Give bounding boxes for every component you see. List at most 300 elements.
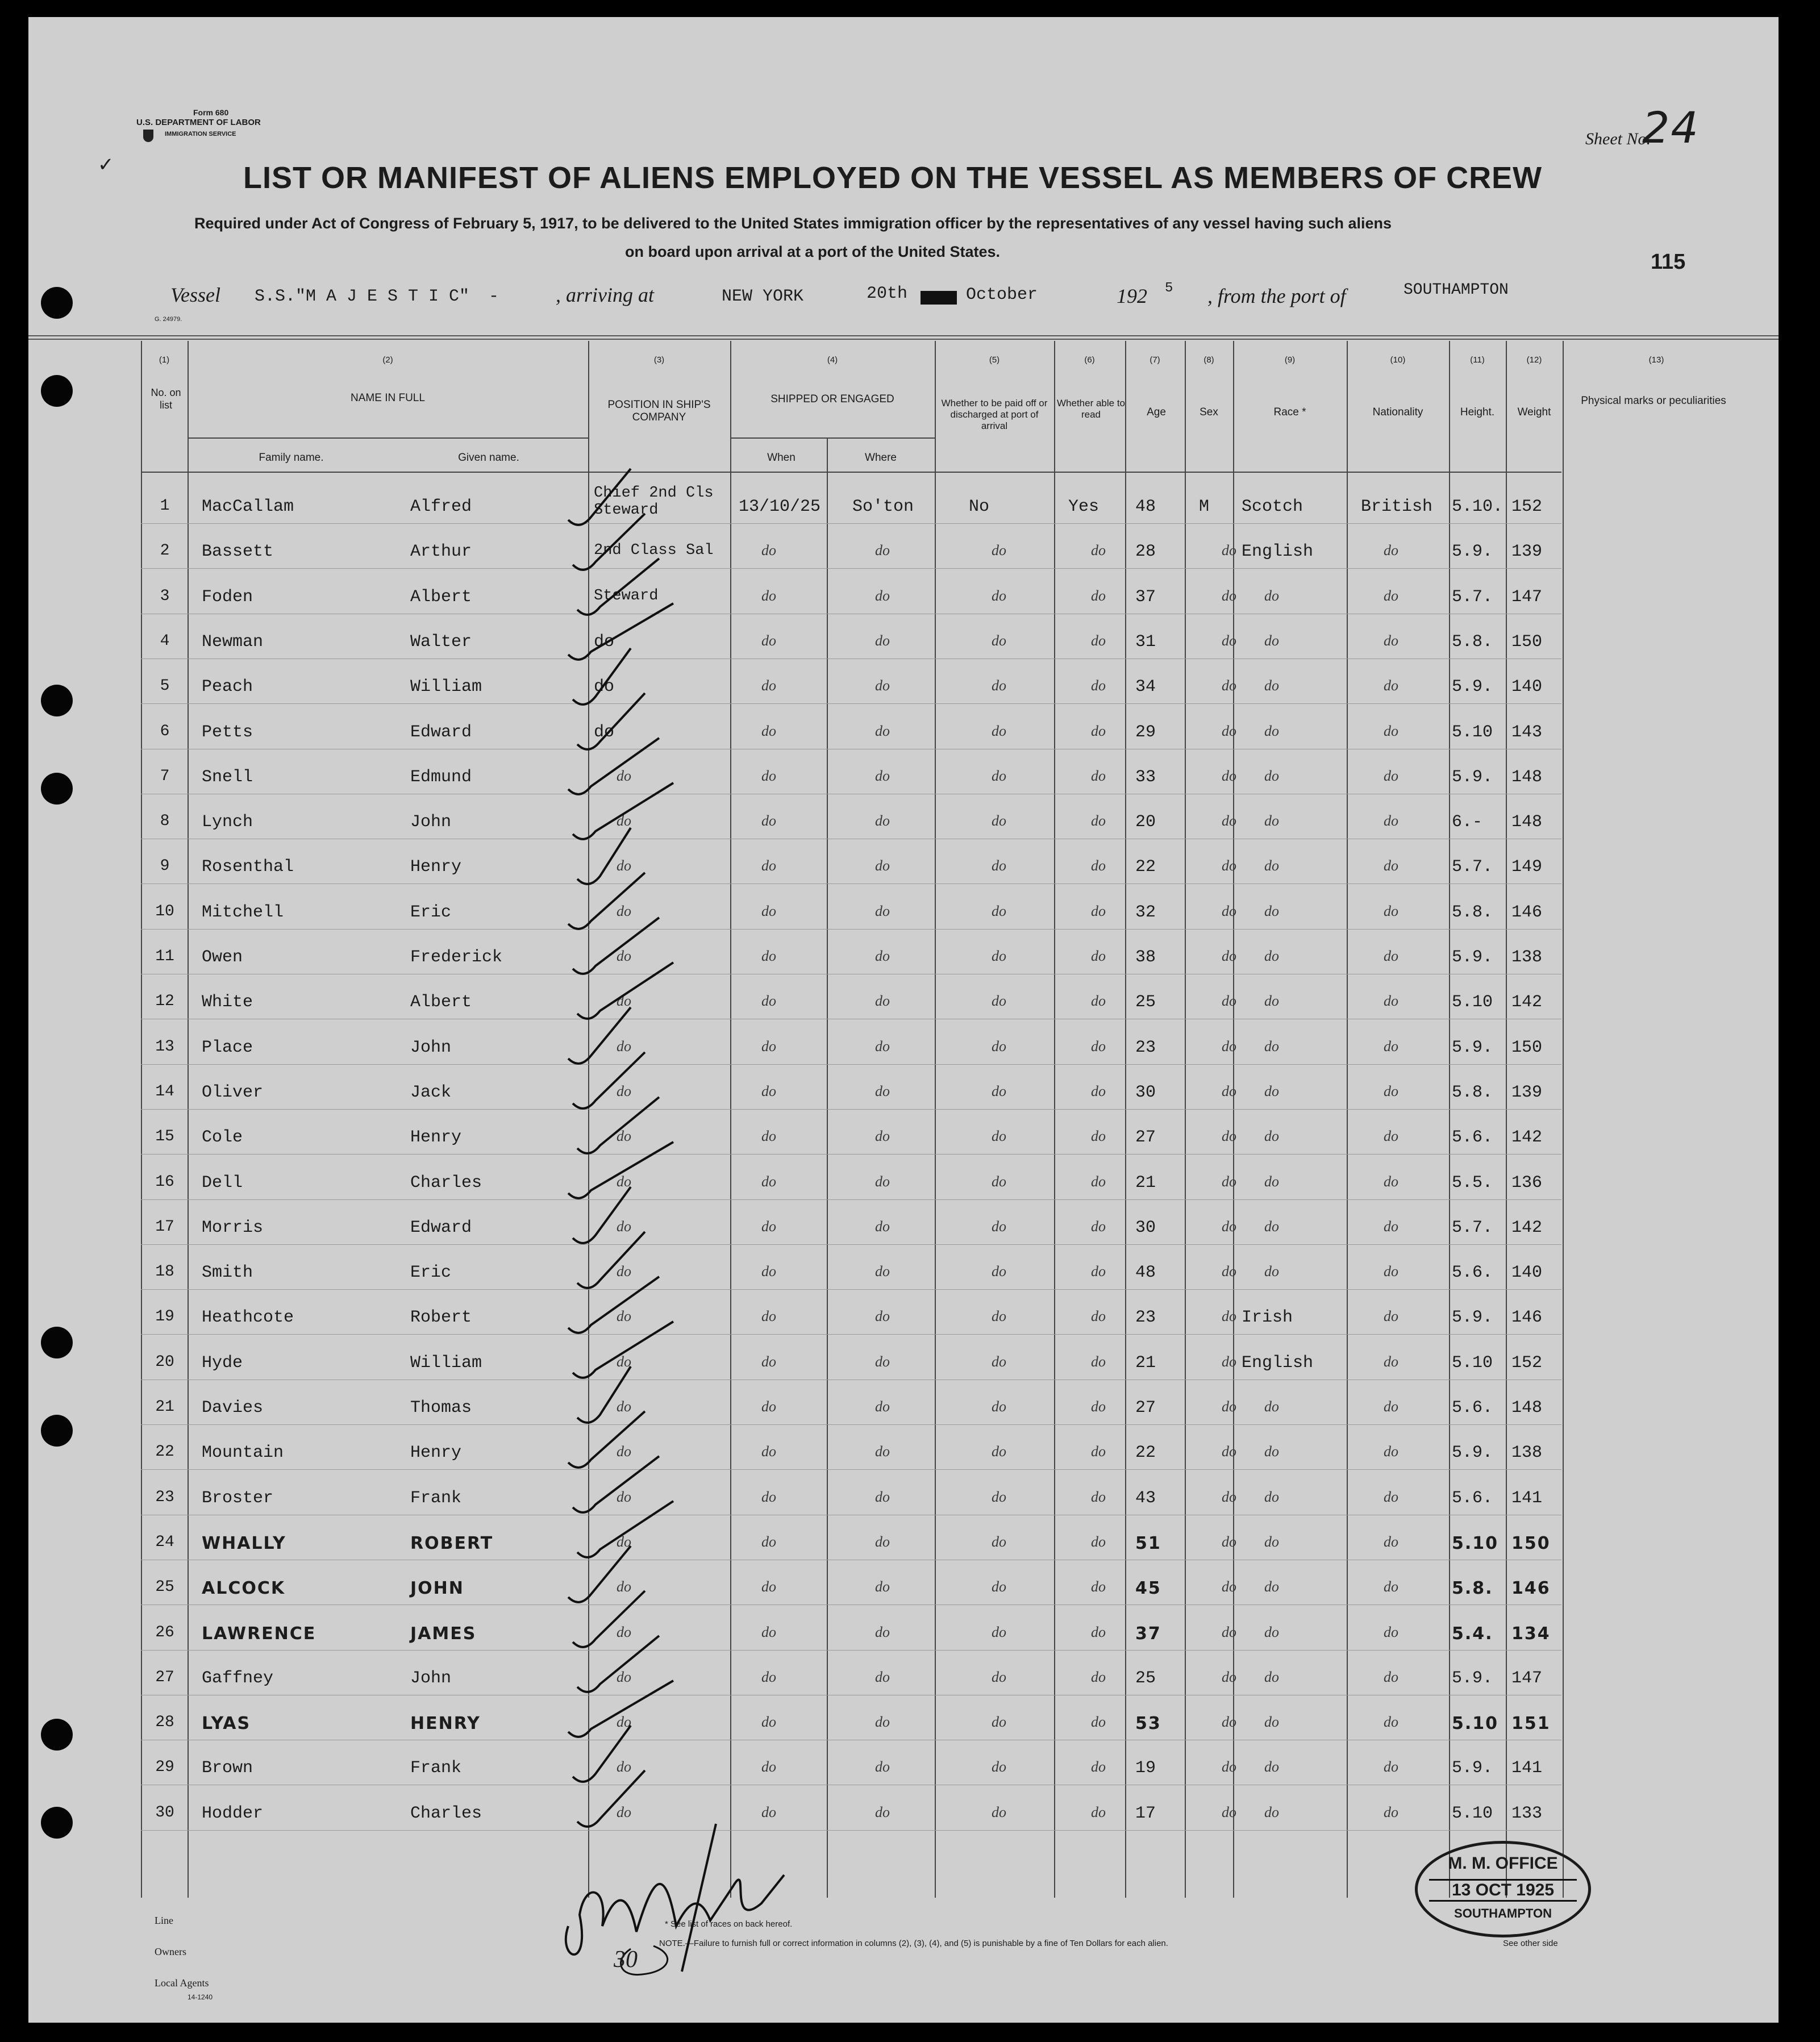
sex-cell: do: [1222, 812, 1236, 829]
stamp-location: SOUTHAMPTON: [1454, 1906, 1552, 1920]
sex-cell: do: [1222, 723, 1236, 739]
sex-cell: do: [1222, 1533, 1236, 1550]
family-name-cell: Heathcote: [202, 1308, 294, 1327]
given-name-cell: HENRY: [410, 1714, 481, 1733]
able-to-read-cell: do: [1091, 1398, 1106, 1415]
shipped-where-cell: do: [875, 1218, 890, 1235]
paid-off-cell: do: [992, 1443, 1006, 1460]
nationality-cell: do: [1384, 1669, 1398, 1685]
position-cell: 2nd Class Sal: [594, 542, 714, 559]
row-number: 7: [160, 768, 170, 785]
form-code: 14-1240: [188, 1993, 213, 2001]
row-number: 9: [160, 857, 170, 875]
height-cell: 5.8.: [1452, 903, 1493, 922]
page-number: 115: [1651, 250, 1686, 274]
age-cell: 34: [1135, 677, 1156, 697]
nationality-cell: do: [1384, 1533, 1398, 1550]
column-number: (12): [1526, 355, 1542, 365]
height-cell: 5.9.: [1452, 1758, 1493, 1778]
paid-off-cell: do: [992, 1669, 1006, 1685]
sex-cell: do: [1222, 1398, 1236, 1415]
nationality-cell: do: [1384, 1443, 1398, 1460]
race-cell: do: [1264, 857, 1279, 874]
total-count: 30: [614, 1947, 638, 1973]
owners-label: Owners: [155, 1946, 186, 1957]
nationality-cell: do: [1384, 857, 1398, 874]
column-number: (9): [1284, 355, 1296, 365]
age-cell: 32: [1135, 903, 1156, 922]
height-cell: 5.9.: [1452, 768, 1493, 787]
shipped-where-cell: do: [875, 1263, 890, 1280]
column-number: (6): [1084, 355, 1095, 365]
height-cell: 6.-: [1452, 812, 1483, 832]
nationality-cell: do: [1384, 1263, 1398, 1280]
row-number: 5: [160, 677, 170, 695]
shipped-when-cell: do: [761, 1308, 776, 1324]
punch-hole: [41, 1719, 73, 1751]
position-cell: do: [617, 1489, 631, 1505]
weight-cell: 136: [1511, 1173, 1543, 1193]
column-number: (10): [1390, 355, 1406, 365]
able-to-read-cell: do: [1091, 1353, 1106, 1370]
able-to-read-cell: do: [1091, 1038, 1106, 1055]
service-name: IMMIGRATION SERVICE: [165, 131, 236, 137]
paid-off-cell: do: [992, 1714, 1006, 1730]
shipped-when-cell: do: [761, 1443, 776, 1460]
age-cell: 30: [1135, 1218, 1156, 1237]
age-cell: 48: [1135, 1263, 1156, 1282]
weight-cell: 150: [1511, 632, 1543, 652]
col-height: Height.: [1460, 406, 1495, 418]
department-name: U.S. DEPARTMENT OF LABOR: [136, 118, 261, 127]
shipped-when-cell: do: [761, 1804, 776, 1820]
age-cell: 37: [1135, 587, 1156, 607]
able-to-read-cell: do: [1091, 1263, 1106, 1280]
family-name-cell: MacCallam: [202, 497, 294, 516]
nationality-cell: do: [1384, 1489, 1398, 1505]
sex-cell: do: [1222, 857, 1236, 874]
races-footnote: * See list of races on back hereof.: [665, 1919, 793, 1929]
column-number: (2): [382, 355, 393, 365]
weight-cell: 138: [1511, 948, 1543, 967]
position-cell: do: [617, 1533, 631, 1550]
sheet-label: Sheet No.: [1585, 130, 1651, 148]
race-cell: do: [1264, 948, 1279, 964]
col-age: Age: [1147, 406, 1166, 418]
position-cell: do: [617, 1218, 631, 1235]
col-race: Race *: [1273, 406, 1306, 418]
given-name-cell: ROBERT: [410, 1533, 494, 1553]
height-cell: 5.6.: [1452, 1489, 1493, 1508]
check-slash: [573, 1052, 645, 1108]
family-name-cell: Bassett: [202, 542, 274, 561]
family-name-cell: Mountain: [202, 1443, 284, 1462]
column-number: (8): [1203, 355, 1214, 365]
weight-cell: 134: [1511, 1624, 1551, 1644]
col-weight: Weight: [1517, 406, 1551, 418]
race-cell: Irish: [1242, 1308, 1293, 1327]
age-cell: 45: [1135, 1578, 1161, 1598]
col-sex: Sex: [1200, 406, 1218, 418]
shipped-when-cell: do: [761, 1038, 776, 1055]
age-cell: 48: [1135, 497, 1156, 516]
paid-off-cell: do: [992, 1398, 1006, 1415]
column-rule: [1125, 341, 1126, 1898]
row-number: 17: [155, 1218, 174, 1236]
column-number: (1): [159, 355, 170, 365]
able-to-read-cell: do: [1091, 1083, 1106, 1099]
family-name-cell: Cole: [202, 1128, 243, 1147]
check-slash: [577, 1232, 645, 1288]
family-name-cell: Morris: [202, 1218, 264, 1237]
check-slash: [568, 469, 631, 525]
row-number: 26: [155, 1624, 174, 1641]
given-name-cell: Frederick: [410, 948, 503, 967]
subtitle-line-1: Required under Act of Congress of February 5, 1917, to be delivered to the United States immigration officer by the representatives of any vessel having such aliens: [194, 215, 1392, 232]
race-cell: do: [1264, 1714, 1279, 1730]
able-to-read-cell: do: [1091, 768, 1106, 784]
able-to-read-cell: do: [1091, 587, 1106, 604]
weight-cell: 146: [1511, 1308, 1543, 1327]
nationality-cell: do: [1384, 768, 1398, 784]
nationality-cell: do: [1384, 723, 1398, 739]
row-number: 20: [155, 1353, 174, 1371]
paid-off-cell: do: [992, 723, 1006, 739]
height-cell: 5.4.: [1452, 1624, 1493, 1644]
departure-port: SOUTHAMPTON: [1403, 281, 1509, 299]
weight-cell: 148: [1511, 812, 1543, 832]
given-name-cell: Edward: [410, 723, 472, 742]
race-cell: do: [1264, 1083, 1279, 1099]
family-name-cell: Brown: [202, 1758, 253, 1778]
family-name-cell: Oliver: [202, 1083, 264, 1102]
position-cell: do: [617, 1669, 631, 1685]
nationality-cell: do: [1384, 1218, 1398, 1235]
check-slash: [568, 1277, 659, 1333]
col-when: When: [767, 452, 796, 464]
height-cell: 5.10.: [1452, 497, 1504, 516]
position-cell: do: [617, 1714, 631, 1730]
punch-hole: [41, 685, 73, 716]
col-physical-marks: Physical marks or peculiarities: [1581, 395, 1726, 407]
family-name-cell: Hyde: [202, 1353, 243, 1373]
shipped-where-cell: do: [875, 1353, 890, 1370]
shipped-where-cell: do: [875, 632, 890, 649]
nationality-cell: do: [1384, 1714, 1398, 1730]
check-slash: [573, 1726, 631, 1782]
nationality-cell: do: [1384, 903, 1398, 919]
age-cell: 31: [1135, 632, 1156, 652]
weight-cell: 152: [1511, 1353, 1543, 1373]
age-cell: 23: [1135, 1038, 1156, 1057]
given-name-cell: Robert: [410, 1308, 472, 1327]
shipped-where-cell: do: [875, 857, 890, 874]
age-cell: 21: [1135, 1173, 1156, 1193]
age-cell: 20: [1135, 812, 1156, 832]
sex-cell: do: [1222, 948, 1236, 964]
weight-cell: 133: [1511, 1804, 1543, 1823]
able-to-read-cell: do: [1091, 903, 1106, 919]
row-number: 28: [155, 1714, 174, 1731]
race-cell: do: [1264, 768, 1279, 784]
row-number: 3: [160, 587, 170, 605]
position-cell: do: [617, 903, 631, 919]
family-name-cell: Place: [202, 1038, 253, 1057]
able-to-read-cell: do: [1091, 1578, 1106, 1595]
check-slash: [568, 1681, 673, 1737]
shipped-when-cell: 13/10/25: [739, 497, 821, 516]
stamp-office: M. M. OFFICE: [1448, 1854, 1558, 1873]
able-to-read-cell: do: [1091, 1758, 1106, 1775]
age-cell: 38: [1135, 948, 1156, 967]
paid-off-cell: do: [992, 1353, 1006, 1370]
given-name-cell: Frank: [410, 1758, 462, 1778]
nationality-cell: do: [1384, 1804, 1398, 1820]
age-cell: 21: [1135, 1353, 1156, 1373]
position-cell: do: [617, 948, 631, 964]
check-slash: [573, 514, 645, 570]
shipped-when-cell: do: [761, 1128, 776, 1144]
family-name-cell: White: [202, 993, 253, 1012]
shipped-where-cell: do: [875, 903, 890, 919]
row-number: 29: [155, 1758, 174, 1776]
family-name-cell: Smith: [202, 1263, 253, 1282]
sex-cell: do: [1222, 1758, 1236, 1775]
sex-cell: do: [1222, 1489, 1236, 1505]
able-to-read-cell: Yes: [1068, 497, 1100, 516]
height-cell: 5.10: [1452, 1533, 1499, 1553]
family-name-cell: Peach: [202, 677, 253, 697]
see-other-side: See other side: [1503, 1939, 1558, 1948]
given-name-cell: JOHN: [410, 1578, 464, 1598]
given-name-cell: Eric: [410, 1263, 452, 1282]
nationality-cell: do: [1384, 632, 1398, 649]
shipped-where-cell: do: [875, 1624, 890, 1640]
weight-cell: 143: [1511, 723, 1543, 742]
sex-cell: do: [1222, 1578, 1236, 1595]
able-to-read-cell: do: [1091, 723, 1106, 739]
shipped-when-cell: do: [761, 1398, 776, 1415]
race-cell: do: [1264, 1533, 1279, 1550]
shipped-when-cell: do: [761, 1263, 776, 1280]
column-rule: [935, 341, 936, 1898]
given-name-cell: Henry: [410, 857, 462, 877]
weight-cell: 142: [1511, 993, 1543, 1012]
shipped-when-cell: do: [761, 677, 776, 694]
position-cell: do: [617, 1308, 631, 1324]
paid-off-cell: do: [992, 1804, 1006, 1820]
paid-off-cell: do: [992, 857, 1006, 874]
paid-off-cell: No: [969, 497, 990, 516]
column-rule: [1054, 341, 1055, 1898]
height-cell: 5.9.: [1452, 677, 1493, 697]
check-slash: [568, 1142, 673, 1198]
shipped-when-cell: do: [761, 1669, 776, 1685]
family-name-cell: Hodder: [202, 1804, 264, 1823]
col-where: Where: [865, 452, 897, 464]
nationality-cell: do: [1384, 677, 1398, 694]
race-cell: do: [1264, 587, 1279, 604]
family-name-cell: Broster: [202, 1489, 274, 1508]
weight-cell: 146: [1511, 1578, 1551, 1598]
weight-cell: 151: [1511, 1714, 1551, 1733]
arrival-day: 20th: [867, 284, 908, 303]
race-cell: do: [1264, 903, 1279, 919]
age-cell: 22: [1135, 1443, 1156, 1462]
line-label: Line: [155, 1915, 173, 1926]
family-name-cell: ALCOCK: [202, 1578, 286, 1598]
family-name-cell: Owen: [202, 948, 243, 967]
given-name-cell: William: [410, 1353, 482, 1373]
nationality-cell: do: [1384, 1128, 1398, 1144]
row-number: 11: [155, 948, 174, 965]
row-number: 18: [155, 1263, 174, 1281]
shipped-where-cell: do: [875, 1128, 890, 1144]
height-cell: 5.9.: [1452, 1038, 1493, 1057]
given-name-cell: Henry: [410, 1443, 462, 1462]
able-to-read-cell: do: [1091, 1533, 1106, 1550]
row-number: 13: [155, 1038, 174, 1056]
shipped-when-cell: do: [761, 768, 776, 784]
column-rule: [1506, 341, 1507, 1898]
weight-cell: 147: [1511, 587, 1543, 607]
redaction-mark: [921, 291, 957, 305]
shipped-where-cell: do: [875, 677, 890, 694]
column-number: (11): [1470, 355, 1485, 365]
race-cell: do: [1264, 1128, 1279, 1144]
weight-cell: 138: [1511, 1443, 1543, 1462]
paid-off-cell: do: [992, 1128, 1006, 1144]
nationality-cell: do: [1384, 1758, 1398, 1775]
paid-off-cell: do: [992, 1038, 1006, 1055]
column-rule: [141, 341, 142, 1898]
given-name-cell: Charles: [410, 1173, 482, 1193]
height-cell: 5.10: [1452, 1804, 1493, 1823]
paid-off-cell: do: [992, 587, 1006, 604]
given-name-cell: Frank: [410, 1489, 462, 1508]
paid-off-cell: do: [992, 1218, 1006, 1235]
shipped-where-cell: do: [875, 542, 890, 559]
nationality-cell: do: [1384, 1624, 1398, 1640]
age-cell: 51: [1135, 1533, 1161, 1553]
check-slash: [573, 783, 673, 839]
given-name-cell: Walter: [410, 632, 472, 652]
nationality-cell: do: [1384, 993, 1398, 1009]
shipped-where-cell: do: [875, 587, 890, 604]
family-name-cell: Davies: [202, 1398, 264, 1418]
paid-off-cell: do: [992, 677, 1006, 694]
year-suffix: 5: [1165, 281, 1173, 296]
row-number: 10: [155, 903, 174, 920]
able-to-read-cell: do: [1091, 1443, 1106, 1460]
nationality-cell: do: [1384, 1038, 1398, 1055]
col-given-name: Given name.: [458, 452, 519, 464]
given-name-cell: Jack: [410, 1083, 452, 1102]
row-number: 21: [155, 1398, 174, 1416]
sex-cell: do: [1222, 587, 1236, 604]
paid-off-cell: do: [992, 1624, 1006, 1640]
weight-cell: 152: [1511, 497, 1543, 516]
column-number: (5): [989, 355, 1000, 365]
given-name-cell: William: [410, 677, 482, 697]
shipped-where-cell: do: [875, 1398, 890, 1415]
height-cell: 5.10: [1452, 993, 1493, 1012]
race-cell: do: [1264, 677, 1279, 694]
shipped-when-cell: do: [761, 857, 776, 874]
paid-off-cell: do: [992, 632, 1006, 649]
nationality-cell: do: [1384, 948, 1398, 964]
position-cell: do: [617, 1804, 631, 1820]
shipped-when-cell: do: [761, 542, 776, 559]
row-number: 8: [160, 812, 170, 830]
column-rule: [1347, 341, 1348, 1898]
table-top-rule: [28, 335, 1779, 336]
weight-cell: 141: [1511, 1758, 1543, 1778]
column-number: (13): [1648, 355, 1664, 365]
height-cell: 5.10: [1452, 1714, 1499, 1733]
shipped-when-cell: do: [761, 1489, 776, 1505]
age-cell: 37: [1135, 1624, 1161, 1644]
sex-cell: do: [1222, 1083, 1236, 1099]
column-rule: [1185, 341, 1186, 1898]
sex-cell: do: [1222, 542, 1236, 559]
able-to-read-cell: do: [1091, 993, 1106, 1009]
row-number: 16: [155, 1173, 174, 1191]
shipped-when-cell: do: [761, 1083, 776, 1099]
paid-off-cell: do: [992, 1263, 1006, 1280]
paid-off-cell: do: [992, 993, 1006, 1009]
able-to-read-cell: do: [1091, 677, 1106, 694]
sex-cell: do: [1222, 1038, 1236, 1055]
position-cell: do: [617, 1758, 631, 1775]
race-cell: do: [1264, 812, 1279, 829]
sex-cell: do: [1222, 1218, 1236, 1235]
race-cell: do: [1264, 1038, 1279, 1055]
check-slash: [573, 1591, 645, 1647]
column-rule: [1563, 341, 1564, 1898]
race-cell: do: [1264, 1218, 1279, 1235]
sex-cell: do: [1222, 677, 1236, 694]
column-rule: [188, 341, 189, 1898]
weight-cell: 146: [1511, 903, 1543, 922]
height-cell: 5.7.: [1452, 587, 1493, 607]
sex-cell: do: [1222, 903, 1236, 919]
able-to-read-cell: do: [1091, 948, 1106, 964]
sex-cell: do: [1222, 1308, 1236, 1324]
shipped-when-cell: do: [761, 1578, 776, 1595]
col-no-on-list: No. on list: [151, 387, 181, 411]
able-to-read-cell: do: [1091, 1489, 1106, 1505]
race-cell: do: [1264, 632, 1279, 649]
able-to-read-cell: do: [1091, 1173, 1106, 1190]
height-cell: 5.7.: [1452, 857, 1493, 877]
weight-cell: 150: [1511, 1038, 1543, 1057]
shipped-where-cell: do: [875, 1669, 890, 1685]
position-cell: do: [617, 1353, 631, 1370]
family-name-cell: Snell: [202, 768, 253, 787]
family-name-cell: Dell: [202, 1173, 243, 1193]
shipped-when-cell: do: [761, 812, 776, 829]
table-top-rule: [28, 339, 1779, 340]
age-cell: 25: [1135, 1669, 1156, 1688]
height-cell: 5.8.: [1452, 632, 1493, 652]
column-rule: [1449, 341, 1450, 1898]
race-cell: do: [1264, 1669, 1279, 1685]
punch-hole: [41, 1807, 73, 1839]
row-number: 14: [155, 1083, 174, 1101]
nationality-cell: British: [1361, 497, 1433, 516]
nationality-cell: do: [1384, 587, 1398, 604]
